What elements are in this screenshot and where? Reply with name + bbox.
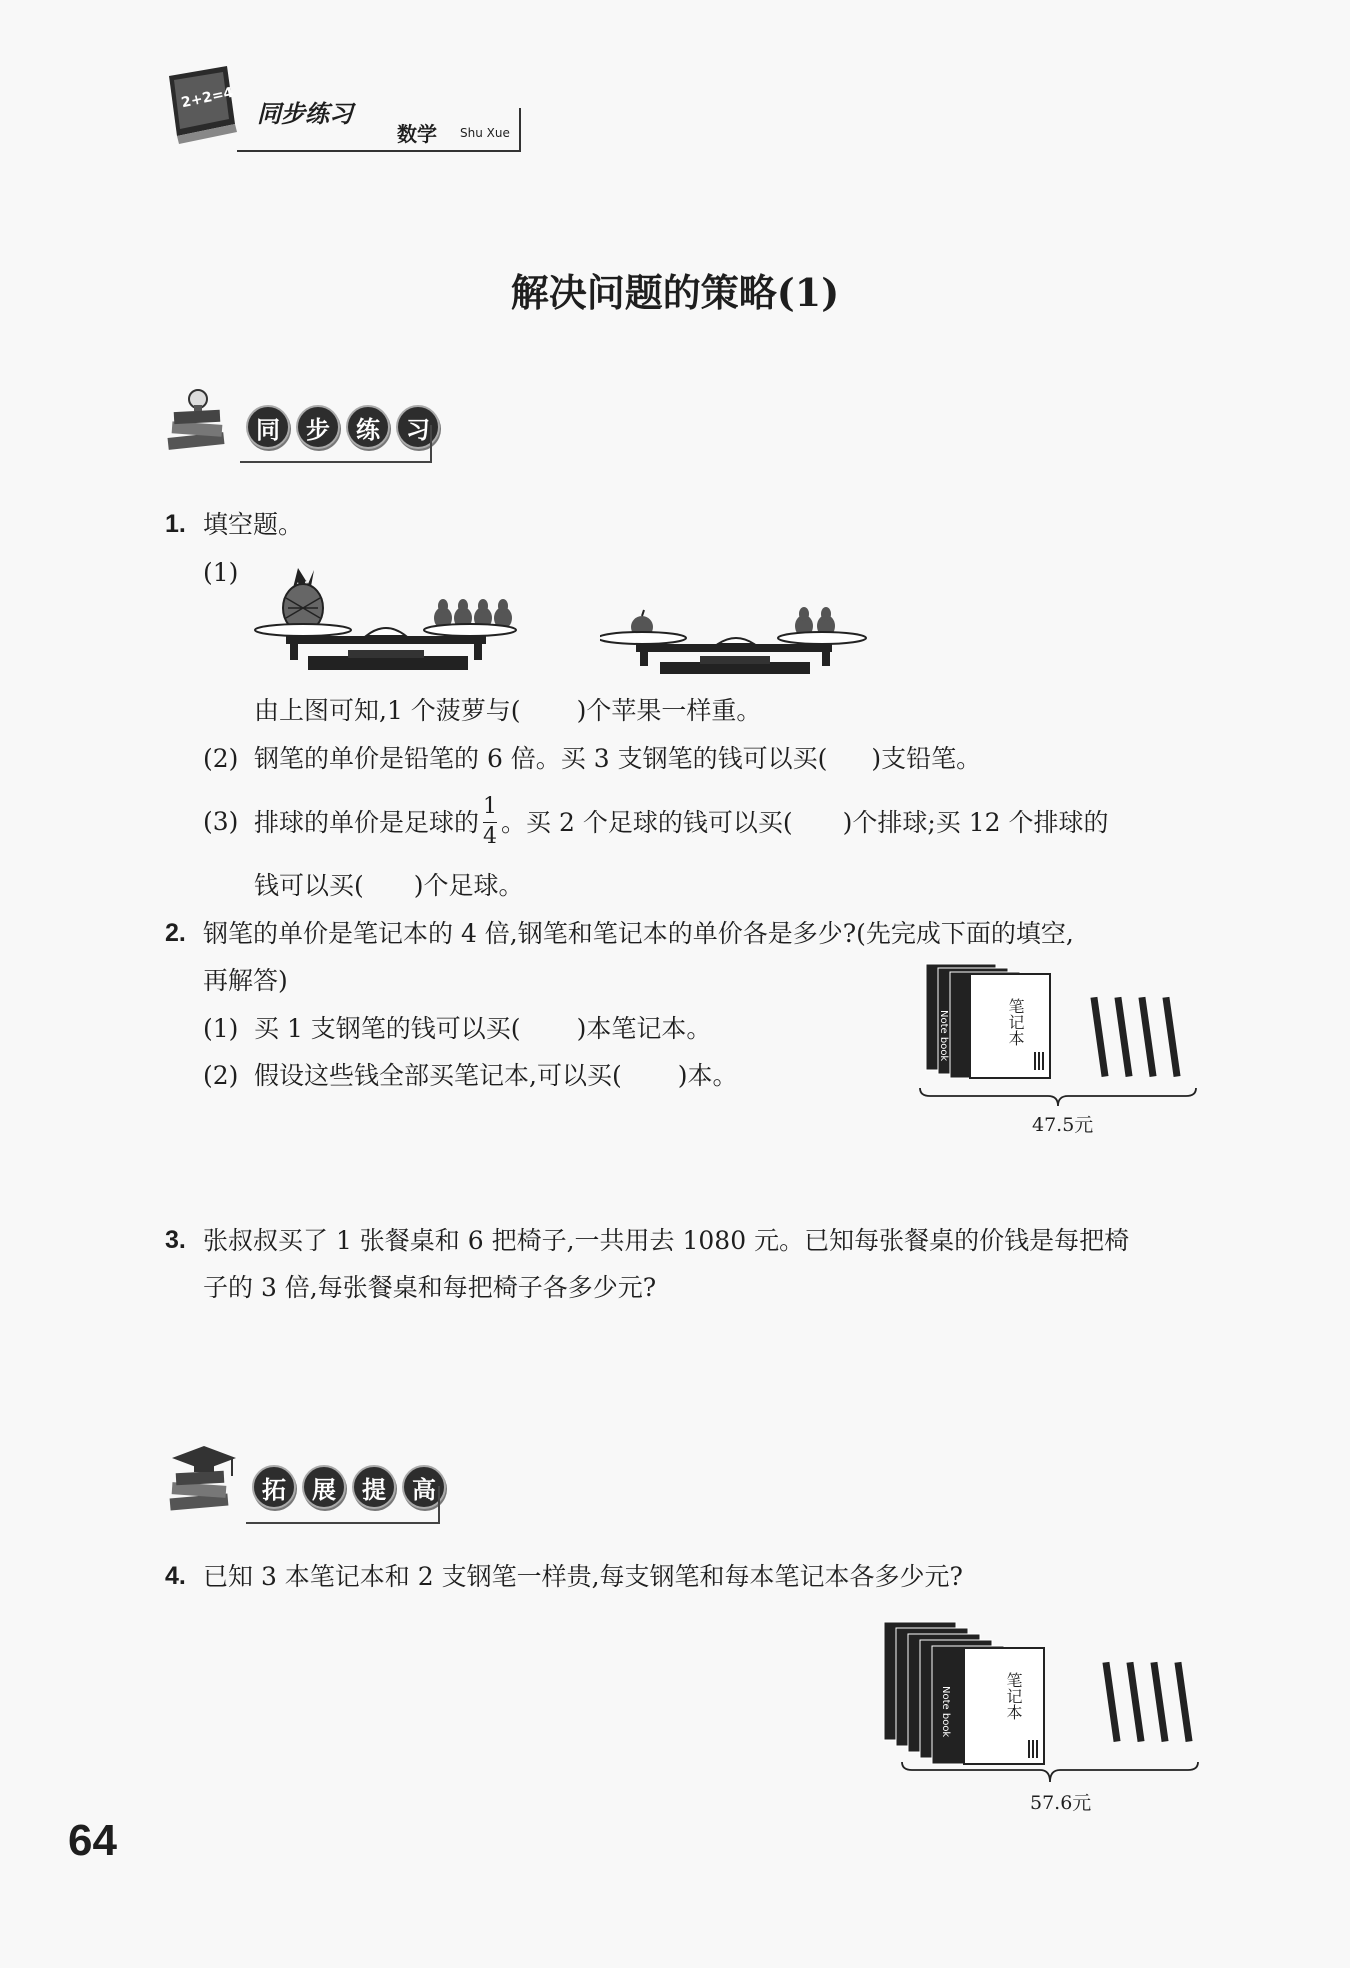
text-segment: )个足球。 xyxy=(413,871,524,900)
fraction-denominator: 4 xyxy=(483,823,498,849)
sub-question-label: (2) xyxy=(203,1061,239,1090)
text-segment: )个排球;买 12 个排球的 xyxy=(842,807,1109,837)
section-underline xyxy=(240,425,432,463)
text-segment: 钢笔的单价是铅笔的 6 倍。买 3 支钢笔的钱可以买( xyxy=(254,744,828,773)
books-bulb-icon xyxy=(160,385,240,465)
notebook-spine-text: Note book xyxy=(938,1010,949,1062)
sub-question-label: (1) xyxy=(203,558,239,587)
q2-s1-text xyxy=(254,1016,711,1041)
q1-p2-text xyxy=(254,746,981,771)
pens-icon xyxy=(1088,995,1198,1085)
q1-p3-text-cont xyxy=(254,873,524,898)
section-badge: 习 xyxy=(396,405,440,449)
section-badge: 高 xyxy=(402,1465,446,1509)
header-logo xyxy=(165,62,525,154)
pens-icon xyxy=(1100,1660,1210,1750)
q1-p3-text xyxy=(254,790,1108,854)
text-segment: 钱可以买( xyxy=(254,871,364,900)
chalkboard-text: 2+2=4 xyxy=(179,84,235,112)
question-text: 已知 3 本笔记本和 2 支钢笔一样贵,每支钢笔和每本笔记本各多少元? xyxy=(203,1562,963,1591)
subject-pinyin: Shu Xue xyxy=(460,126,510,140)
section-badge: 步 xyxy=(296,405,340,449)
section-practice xyxy=(160,385,440,465)
text-segment: )个苹果一样重。 xyxy=(576,696,762,725)
q4-illustration xyxy=(880,1620,1210,1814)
question-text: 钢笔的单价是笔记本的 4 倍,钢笔和笔记本的单价各是多少?(先完成下面的填空, xyxy=(203,919,1074,948)
sub-question-label: (2) xyxy=(203,744,239,773)
question-text: 张叔叔买了 1 张餐桌和 6 把椅子,一共用去 1080 元。已知每张餐桌的价钱是每把椅 xyxy=(203,1226,1130,1255)
page-number: 64 xyxy=(68,1816,117,1865)
notebook-cover-text: 笔记本 xyxy=(1006,998,1025,1046)
question-number: 4. xyxy=(165,1562,186,1590)
brace xyxy=(918,1086,1198,1108)
q2-illustration xyxy=(918,960,1208,1135)
section-extension xyxy=(160,1440,450,1525)
question-number: 2. xyxy=(165,919,186,947)
price-label: 47.5元 xyxy=(1032,1114,1094,1136)
text-segment: )支铅笔。 xyxy=(871,744,982,773)
question-text: 再解答) xyxy=(203,966,288,995)
balance-scale-apple-pears xyxy=(600,600,870,700)
sub-question-label: (3) xyxy=(203,807,239,836)
subject-label: 数学 xyxy=(397,122,437,146)
brace xyxy=(900,1760,1200,1784)
text-segment: )本笔记本。 xyxy=(576,1014,712,1043)
notebooks-icon xyxy=(882,1620,1052,1770)
section-badge: 展 xyxy=(302,1465,346,1509)
question-number: 3. xyxy=(165,1226,186,1254)
balance-scale-pineapple-pears xyxy=(248,560,518,680)
pineapple-icon xyxy=(283,568,323,632)
sub-question-label: (1) xyxy=(203,1014,239,1043)
chalkboard-icon xyxy=(165,62,245,152)
q2-s2-text xyxy=(254,1063,737,1088)
section-badge: 拓 xyxy=(252,1465,296,1509)
fraction xyxy=(483,795,497,848)
q1-p1-text xyxy=(254,698,761,723)
page-title: 解决问题的策略(1) xyxy=(510,270,840,315)
text-segment: 。买 2 个足球的钱可以买( xyxy=(501,807,793,837)
books-graduation-cap-icon xyxy=(160,1440,244,1524)
text-segment: 由上图可知,1 个菠萝与( xyxy=(254,696,521,725)
notebook-spine-text: Note book xyxy=(940,1686,951,1738)
series-title: 同步练习 xyxy=(257,100,353,128)
fraction-numerator: 1 xyxy=(483,794,498,820)
question-text: 填空题。 xyxy=(203,510,304,539)
question-number: 1. xyxy=(165,510,186,538)
text-segment: 买 1 支钢笔的钱可以买( xyxy=(254,1014,521,1043)
section-badge: 提 xyxy=(352,1465,396,1509)
price-label: 57.6元 xyxy=(1030,1792,1092,1814)
header-rule xyxy=(237,108,521,152)
text-segment: )本。 xyxy=(677,1061,738,1090)
section-badge: 同 xyxy=(246,405,290,449)
text-segment: 假设这些钱全部买笔记本,可以买( xyxy=(254,1061,622,1090)
text-segment: 排球的单价是足球的 xyxy=(254,807,480,837)
section-underline xyxy=(246,1486,440,1524)
section-badge: 练 xyxy=(346,405,390,449)
notebook-cover-text: 笔记本 xyxy=(1004,1672,1023,1720)
question-text: 子的 3 倍,每张餐桌和每把椅子各多少元? xyxy=(203,1273,657,1302)
